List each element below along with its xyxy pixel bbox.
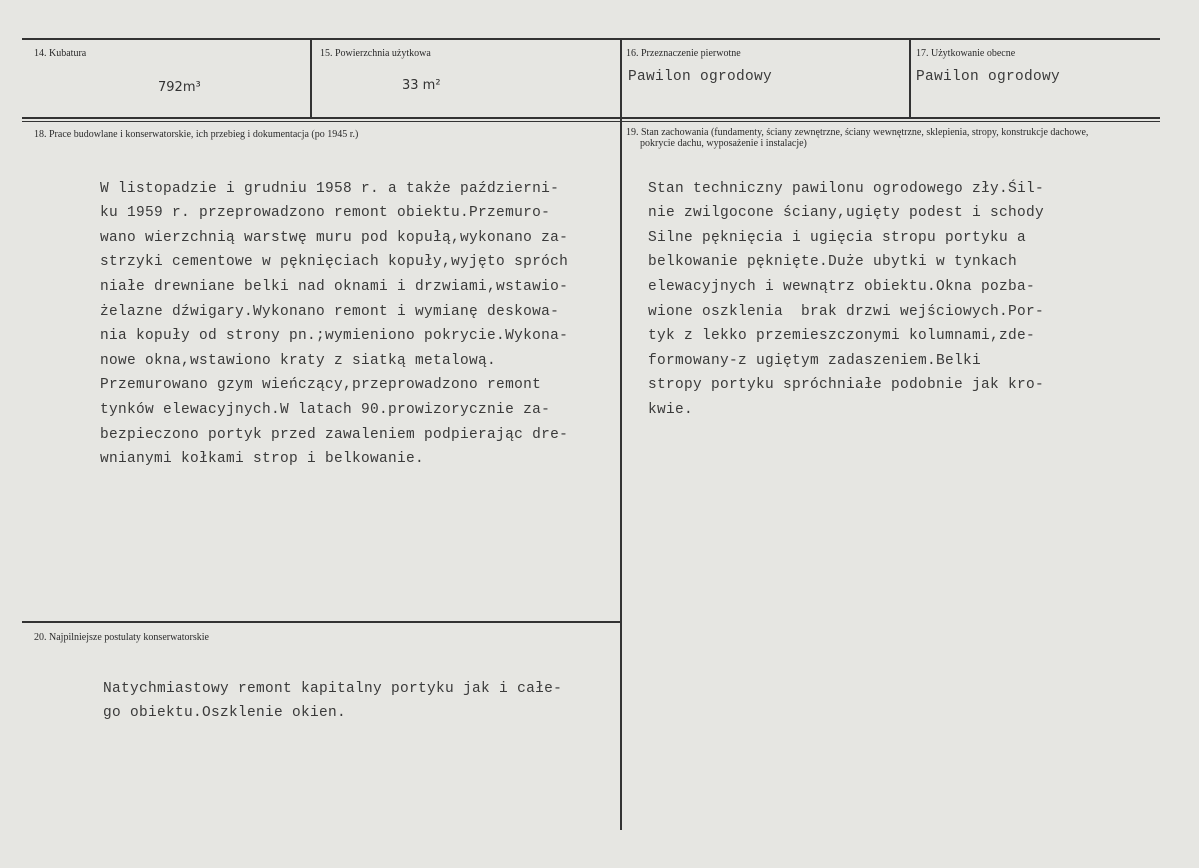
col-divider-3 [909,40,911,118]
stan-text: Stan techniczny pawilonu ogrodowego zły.Śil- nie zwilgocone ściany,ugięty podest i schody Silne pęknięcia i ugięcia stropu portyku a belkowanie pęknięte.Duże ubytki w tynkach elewacyjnych i wewnątrz obiektu.Okna pozba- wione oszklenia brak drzwi wejściowych.Por- tyk z lekko przemieszczonymi kolumnami,zde- formowany-z ugiętym zadaszeniem.Belki stropy portyku spróchniałe podobnie jak kro- kwie. [648,180,1045,418]
kubatura-label: 14. Kubatura [34,48,87,59]
uzytkowanie-label: 17. Użytkowanie obecne [916,48,1016,59]
uzytkowanie-value: Pawilon ogrodowy [916,69,1061,85]
postulaty-text: Natychmiastowy remont kapitalny portyku jak i całe- go obiektu.Oszklenie okien. [103,680,563,722]
rule-row1 [22,117,1160,119]
col-divider-1 [310,40,312,118]
col-divider-2 [620,40,622,830]
rule-row2 [22,121,1160,122]
stan-label: 19. Stan zachowania (fundamenty, ściany zewnętrzne, ściany wewnętrzne, sklepienia, stropy, konstrukcje dachowe, pokrycie dachu, wyposażenie i instalacje) [626,127,1089,149]
przeznaczenie-label: 16. Przeznaczenie pierwotne [626,48,741,59]
postulaty-label: 20. Najpilniejsze postulaty konserwatorskie [34,632,209,643]
powierzchnia-label: 15. Powierzchnia użytkowa [320,48,431,59]
przeznaczenie-value: Pawilon ogrodowy [628,69,773,85]
kubatura-value: 792m³ [158,80,201,95]
prace-text: W listopadzie i grudniu 1958 r. a także październi- ku 1959 r. przeprowadzono remont obiektu.Przemuro- wano wierzchnią warstwę muru pod kopułą,wykonano za- strzyki cementowe w pęknięciach kopuły,wyjęto spróch niałe drewniane belki nad oknami i drzwiami,wstawio- żelazne dźwigary.Wykonano remont i wymianę deskowa- nia kopuły od strony pn.;wymieniono pokrycie.Wykona- nowe okna,wstawiono kraty z siatką metalową. Przemurowano gzym wieńczący,przeprowadzono remont tynków elewacyjnych.W latach 90.prowizorycznie za- bezpieczono portyk przed zawaleniem podpierając dre- wnianymi kołkami strop i belkowanie. [100,180,569,468]
rule-top [22,38,1160,40]
prace-label: 18. Prace budowlane i konserwatorskie, ich przebieg i dokumentacja (po 1945 r.) [34,129,359,140]
rule-row3 [22,621,622,623]
powierzchnia-value: 33 m² [402,78,441,93]
